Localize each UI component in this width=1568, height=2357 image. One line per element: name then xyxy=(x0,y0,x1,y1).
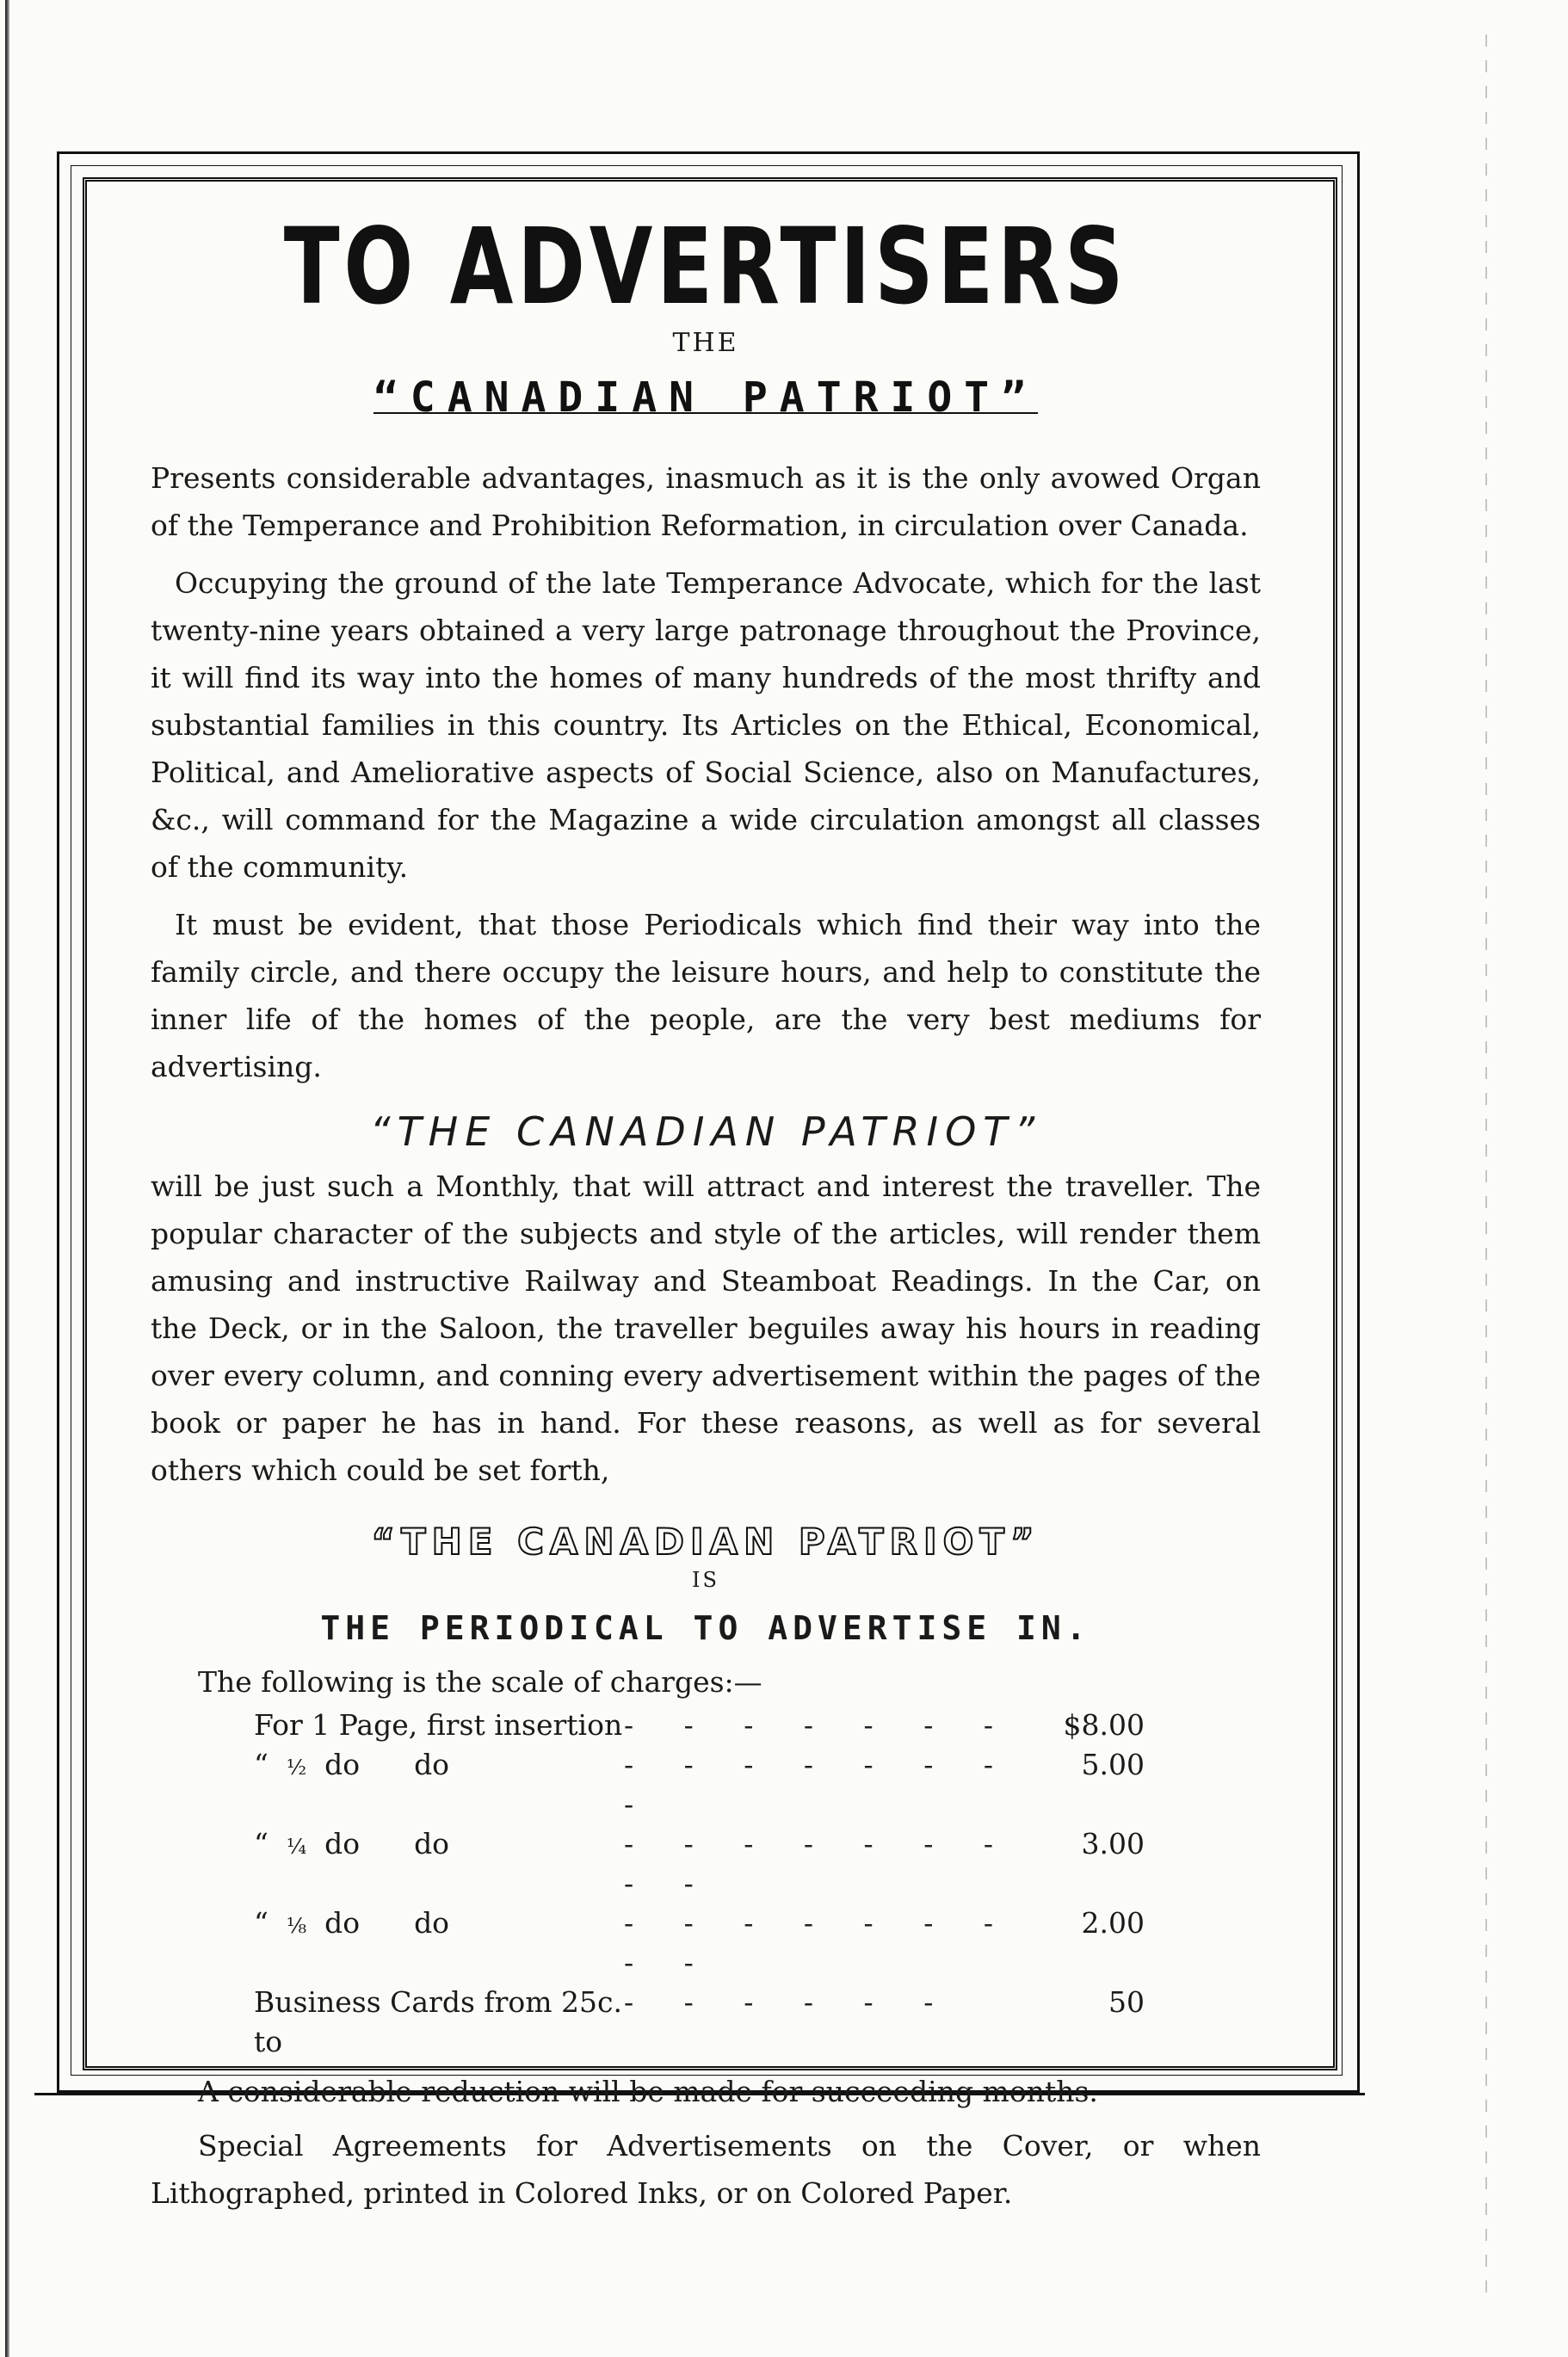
rate-table xyxy=(254,1706,1145,2062)
leader-dots: - - - - - - - - xyxy=(624,1748,1014,1821)
leader-dots: - - - - - - - - - xyxy=(624,1827,1014,1900)
rate-label: “ ½ do do xyxy=(254,1748,450,1781)
paragraph-occupying: Occupying the ground of the late Temperance Advocate, which for the last twenty-nine years obtained a very large patronage throughout the Province, it will find its way into the homes of many hundreds of the most thrifty and substantial families in this country. Its Articles on the Ethical, Economical, Political, and Ameliorative aspects of Social Science, also on Manufactures, &c., will command for the Magazine a wide circulation amongst all classes of the community. xyxy=(151,566,1261,884)
fraction: ¼ xyxy=(286,1835,307,1859)
rate-label: “ ¼ do do xyxy=(254,1827,450,1860)
periodical-headline: THE PERIODICAL TO ADVERTISE IN. xyxy=(320,1609,1091,1647)
leader-dots: - - - - - - - - - xyxy=(624,1906,1014,1979)
is-label: IS xyxy=(692,1568,719,1592)
page-edge-marks xyxy=(1485,34,1487,2306)
rate-row xyxy=(254,1903,1145,1983)
special-agreements-note: Special Agreements for Advertisements on the Cover, or when Lithographed, printed in Colored Inks, or on Colored Paper. xyxy=(151,2129,1261,2210)
leader-dots: - - - - - - xyxy=(624,1985,954,2019)
rate-label: “ ⅛ do do xyxy=(254,1906,450,1940)
fraction: ½ xyxy=(286,1755,307,1780)
rate-row xyxy=(254,1745,1145,1824)
the-label: THE xyxy=(672,328,739,358)
paragraph-organ: Presents considerable advantages, inasmuch as it is the only avowed Organ of the Temperance and Prohibition Reformation, in circulation over Canada. xyxy=(151,461,1261,542)
rate-label: Business Cards from 25c. to xyxy=(254,1985,622,2058)
paragraph-periodicals: It must be evident, that those Periodicals which find their way into the family circle, and there occupy the leisure hours, and help to constitute the inner life of the homes of the people, are the very best mediums for advertising. xyxy=(151,908,1261,1083)
charges-intro: The following is the scale of charges:— xyxy=(198,1665,762,1699)
fraction: ⅛ xyxy=(286,1914,307,1938)
reduction-note: A considerable reduction will be made for succeeding months. xyxy=(198,2075,1098,2108)
outline-title: “THE CANADIAN PATRIOT” xyxy=(371,1521,1040,1563)
rate-row xyxy=(254,1824,1145,1903)
rate-price: 50 xyxy=(1108,1985,1145,2019)
rate-price: $8.00 xyxy=(1063,1708,1145,1742)
subhead-canadian-patriot: “THE CANADIAN PATRIOT” xyxy=(369,1108,1042,1155)
paragraph-monthly: will be just such a Monthly, that will attract and interest the traveller. The popular character of the subjects and style of the articles, will render them amusing and instructive Railway and Steamboat Readings. In the Car, on the Deck, or in the Saloon, the traveller beguiles away his hours in reading over every column, and conning every advertisement within the pages of the book or paper he has in hand. For these reasons, as well as for several others which could be set forth, xyxy=(151,1169,1261,1487)
leader-dots: - - - - - - - xyxy=(624,1708,1014,1742)
page-spine-shadow xyxy=(5,0,9,2357)
rate-price: 2.00 xyxy=(1081,1906,1145,1940)
rate-price: 3.00 xyxy=(1081,1827,1145,1860)
rate-price: 5.00 xyxy=(1081,1748,1145,1781)
rate-label: For 1 Page, first insertion xyxy=(254,1708,623,1742)
ad-content xyxy=(151,185,1261,2217)
paper-name: “CANADIAN PATRIOT” xyxy=(373,373,1039,422)
rate-row xyxy=(254,1706,1145,1745)
headline: TO ADVERTISERS xyxy=(283,206,1128,328)
rate-row xyxy=(254,1983,1145,2062)
